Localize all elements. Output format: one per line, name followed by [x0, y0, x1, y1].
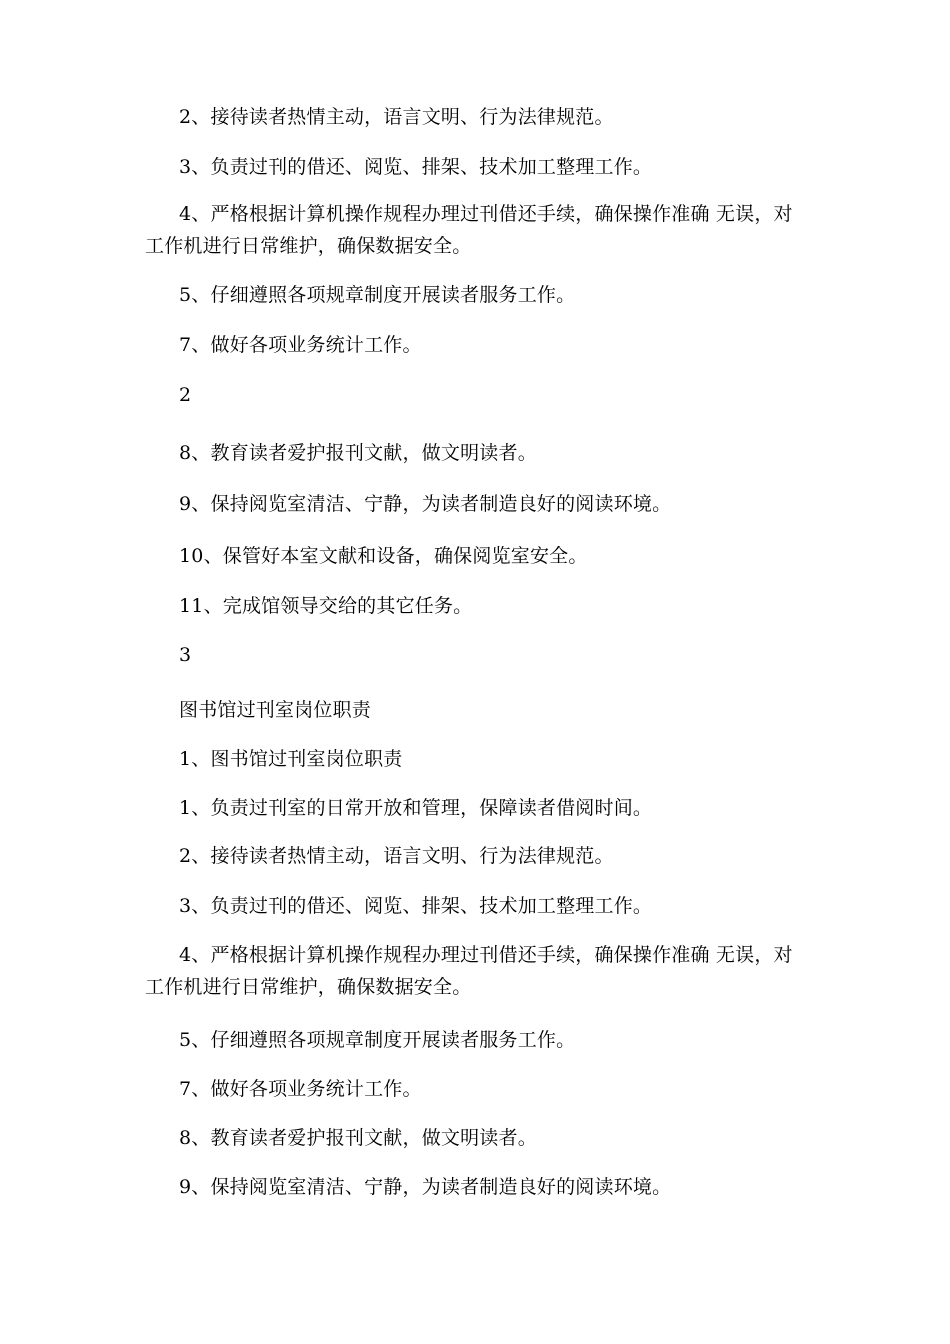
paragraph-item-5-rules: 5、仔细遵照各项规章制度开展读者服务工作。 [179, 1029, 576, 1051]
section-subtitle: 1、图书馆过刊室岗位职责 [179, 748, 403, 770]
paragraph-item-9-environment: 9、保持阅览室清洁、宁静，为读者制造良好的阅读环境。 [179, 1176, 672, 1198]
paragraph-item-8-education: 8、教育读者爱护报刊文献，做文明读者。 [179, 442, 537, 464]
paragraph-item-3-lending: 3、负责过刊的借还、阅览、排架、技术加工整理工作。 [179, 895, 653, 917]
page-number: 3 [179, 644, 192, 666]
paragraph-item-1-opening: 1、负责过刊室的日常开放和管理，保障读者借阅时间。 [179, 797, 653, 819]
paragraph-item-2-reception: 2、接待读者热情主动，语言文明、行为法律规范。 [179, 845, 614, 867]
section-title: 图书馆过刊室岗位职责 [179, 699, 372, 721]
paragraph-item-3-lending: 3、负责过刊的借还、阅览、排架、技术加工整理工作。 [179, 156, 653, 178]
page-number: 2 [179, 384, 192, 406]
paragraph-item-7-statistics: 7、做好各项业务统计工作。 [179, 334, 422, 356]
paragraph-item-2-reception: 2、接待读者热情主动，语言文明、行为法律规范。 [179, 106, 614, 128]
paragraph-item-5-rules: 5、仔细遵照各项规章制度开展读者服务工作。 [179, 284, 576, 306]
paragraph-item-7-statistics: 7、做好各项业务统计工作。 [179, 1078, 422, 1100]
paragraph-item-10-safety: 10、保管好本室文献和设备，确保阅览室安全。 [179, 545, 588, 567]
paragraph-item-11-tasks: 11、完成馆领导交给的其它任务。 [179, 595, 473, 617]
paragraph-item-9-environment: 9、保持阅览室清洁、宁静，为读者制造良好的阅读环境。 [179, 493, 672, 515]
paragraph-item-8-education: 8、教育读者爱护报刊文献，做文明读者。 [179, 1127, 537, 1149]
paragraph-item-4-procedure: 4、严格根据计算机操作规程办理过刊借还手续，确保操作准确 无误，对工作机进行日常维护，确保数据安全。 [145, 944, 793, 998]
paragraph-item-4-procedure: 4、严格根据计算机操作规程办理过刊借还手续，确保操作准确 无误，对工作机进行日常维护，确保数据安全。 [145, 203, 793, 257]
